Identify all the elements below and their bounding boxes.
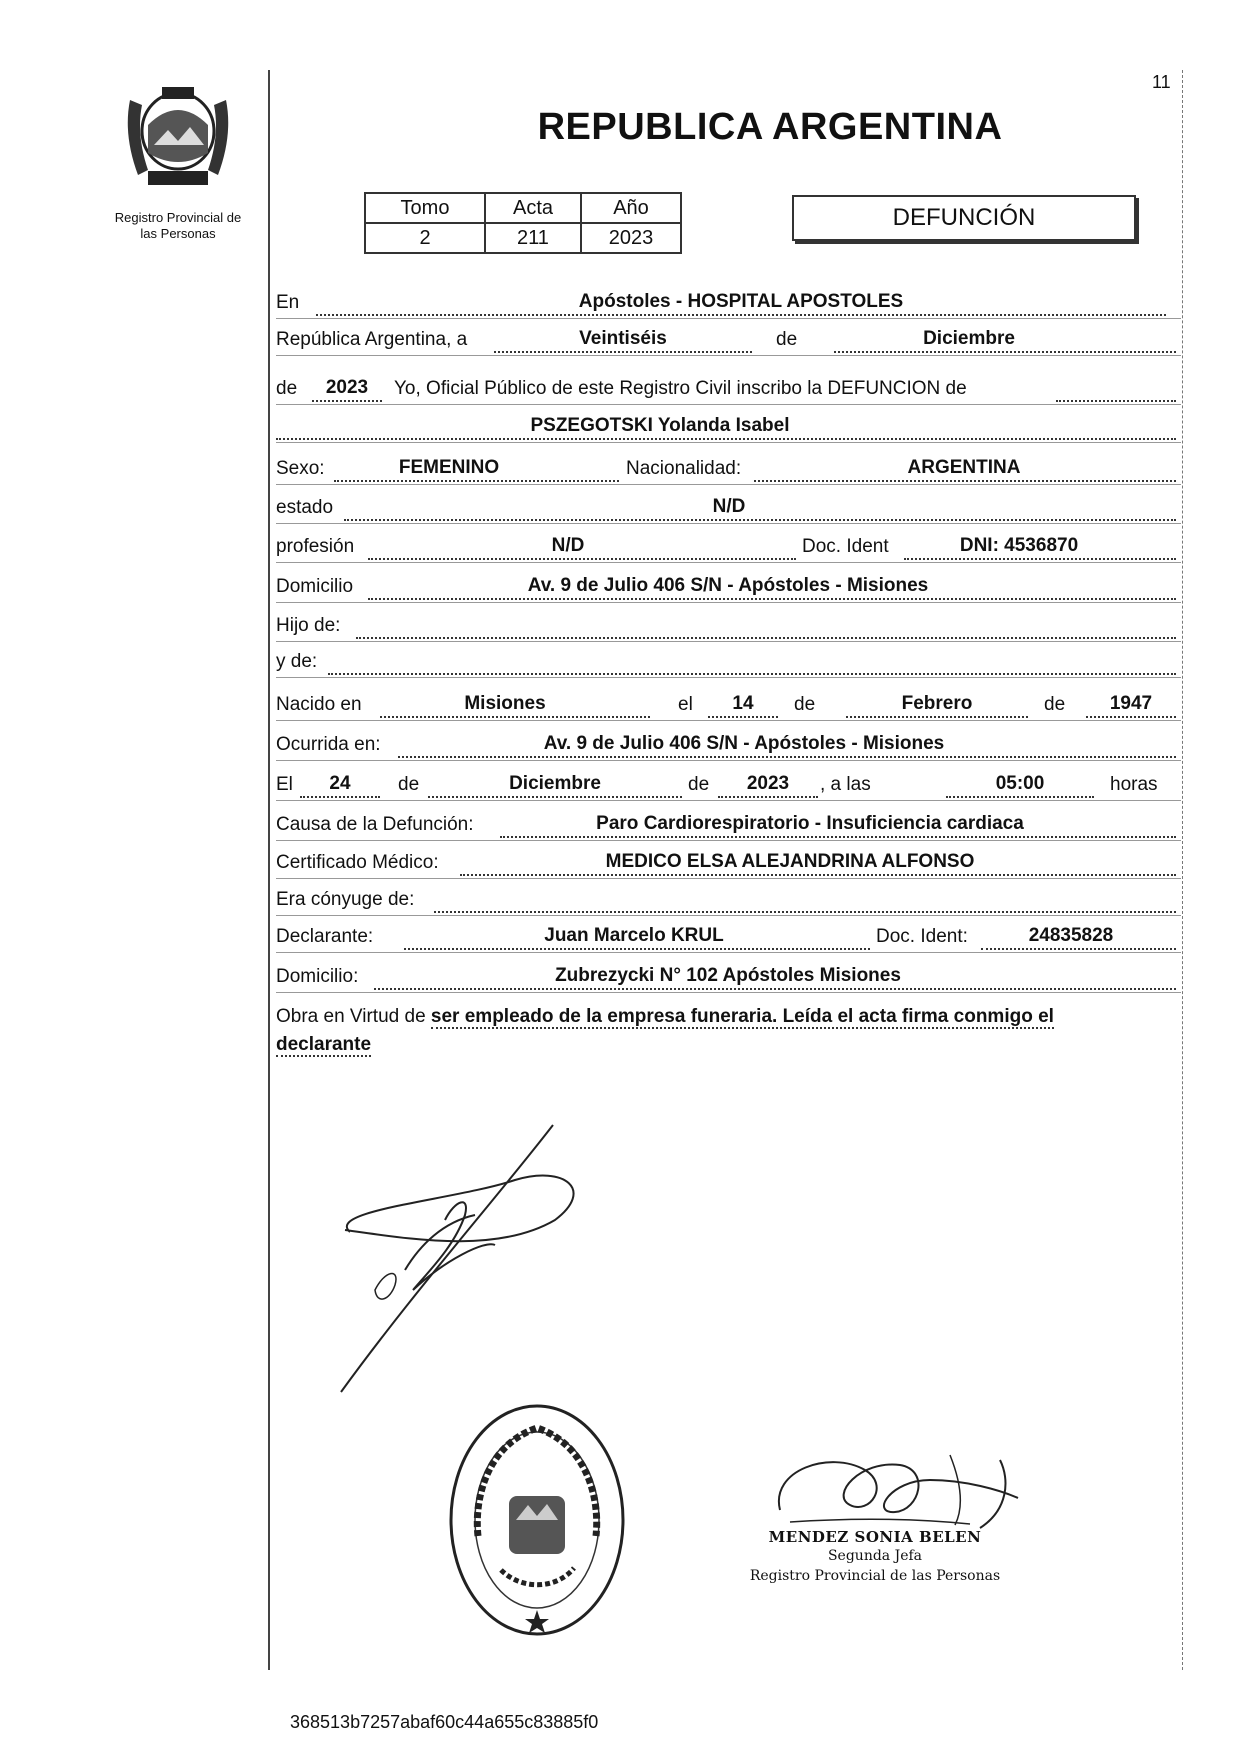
- defuncion-anio-value: 2023: [746, 773, 790, 794]
- declarante-domicilio-value: Zubrezycki N° 102 Apóstoles Misiones: [555, 965, 901, 986]
- official-signature: [770, 1440, 1030, 1535]
- domicilio-value: Av. 9 de Julio 406 S/N - Apóstoles - Misiones: [527, 575, 929, 596]
- obra-text-value: ser empleado de la empresa funeraria. Leída el acta firma conmigo el: [430, 1006, 1054, 1027]
- row-domicilio-declarante: Domicilio: Zubrezycki N° 102 Apóstoles Misiones: [276, 960, 1181, 993]
- row-nacimiento: Nacido en Misiones el 14 de Febrero de 1947: [276, 688, 1181, 721]
- acta-value: 211: [485, 223, 581, 253]
- row-declarante: Declarante: Juan Marcelo KRUL Doc. Ident: 24835828: [276, 920, 1181, 953]
- nacido-en-value: Misiones: [464, 693, 546, 714]
- row-inscripcion: de 2023 Yo, Oficial Público de este Registro Civil inscribo la DEFUNCION de: [276, 372, 1181, 405]
- registry-org-name: Registro Provincial de las Personas: [114, 210, 242, 241]
- dia-letras-value: Veintiséis: [579, 328, 667, 349]
- estado-value: N/D: [712, 496, 746, 517]
- tomo-value: 2: [365, 223, 485, 253]
- nacimiento-anio-value: 1947: [1109, 693, 1153, 714]
- nacionalidad-value: ARGENTINA: [907, 457, 1021, 478]
- declarante-value: Juan Marcelo KRUL: [544, 925, 724, 946]
- row-conyuge: Era cónyuge de:: [276, 883, 1181, 916]
- mes-value: Diciembre: [923, 328, 1015, 349]
- row-sexo: Sexo: FEMENINO Nacionalidad: ARGENTINA: [276, 452, 1181, 485]
- document-type-box: DEFUNCIÓN: [792, 195, 1136, 241]
- causa-value: Paro Cardiorespiratorio - Insuficiencia cardiaca: [596, 813, 1024, 834]
- anio-value: 2023: [325, 377, 369, 398]
- lugar-value: Apóstoles - HOSPITAL APOSTOLES: [578, 291, 904, 312]
- registry-table: [364, 192, 682, 254]
- row-fecha: República Argentina, a Veintiséis de Diciembre: [276, 323, 1181, 356]
- nacimiento-mes-value: Febrero: [901, 693, 973, 714]
- sexo-value: FEMENINO: [398, 457, 500, 478]
- official-info: [745, 1528, 1005, 1586]
- row-causa: Causa de la Defunción: Paro Cardiorespiratorio - Insuficiencia cardiaca: [276, 808, 1181, 841]
- row-ocurrida: Ocurrida en: Av. 9 de Julio 406 S/N - Apóstoles - Misiones: [276, 728, 1181, 761]
- nacimiento-dia-value: 14: [732, 693, 754, 714]
- left-margin-line: [268, 70, 270, 1670]
- tomo-header: Tomo: [365, 193, 485, 223]
- obra-en-virtud: Obra en Virtud de ser empleado de la empresa funeraria. Leída el acta firma conmigo el declarante: [276, 1006, 1054, 1055]
- ocurrida-en-value: Av. 9 de Julio 406 S/N - Apóstoles - Misiones: [543, 733, 945, 754]
- delegation-stamp: [446, 1400, 628, 1640]
- profesion-value: N/D: [551, 535, 585, 556]
- documento-value: DNI: 4536870: [959, 535, 1079, 556]
- defuncion-mes-value: Diciembre: [509, 773, 601, 794]
- misiones-seal-logo: [118, 75, 238, 190]
- row-estado: estado N/D: [276, 491, 1181, 524]
- row-y-de: y de:: [276, 645, 1181, 678]
- official-role: Segunda Jefa: [827, 1548, 923, 1564]
- acta-header: Acta: [485, 193, 581, 223]
- page-number: 11: [1152, 72, 1171, 92]
- row-certificado: Certificado Médico: MEDICO ELSA ALEJANDRINA ALFONSO: [276, 846, 1181, 879]
- row-hijo-de: Hijo de:: [276, 609, 1181, 642]
- declarant-signature: [335, 1120, 625, 1420]
- anio-value: 2023: [581, 223, 681, 253]
- row-profesion: profesión N/D Doc. Ident DNI: 4536870: [276, 530, 1181, 563]
- fallecido-nombre-value: PSZEGOTSKI Yolanda Isabel: [530, 415, 790, 436]
- certificado-value: MEDICO ELSA ALEJANDRINA ALFONSO: [605, 851, 975, 872]
- official-name: MENDEZ SONIA BELEN: [768, 1528, 982, 1546]
- hora-value: 05:00: [995, 773, 1045, 794]
- document-title: REPUBLICA ARGENTINA: [537, 106, 1003, 148]
- row-fecha-defuncion: El 24 de Diciembre de 2023 , a las 05:00 horas: [276, 768, 1181, 801]
- right-margin-line: [1182, 70, 1183, 1670]
- obra-text-cont: declarante: [276, 1034, 372, 1055]
- row-domicilio: Domicilio Av. 9 de Julio 406 S/N - Apóstoles - Misiones: [276, 570, 1181, 603]
- defuncion-dia-value: 24: [329, 773, 351, 794]
- official-org: Registro Provincial de las Personas: [749, 1568, 1001, 1584]
- anio-header: Año: [581, 193, 681, 223]
- document-hash: 368513b7257abaf60c44a655c83885f0: [290, 1712, 599, 1732]
- row-nombre: [276, 410, 1181, 443]
- row-lugar: En Apóstoles - HOSPITAL APOSTOLES: [276, 286, 1181, 319]
- declarante-doc-value: 24835828: [1028, 925, 1114, 946]
